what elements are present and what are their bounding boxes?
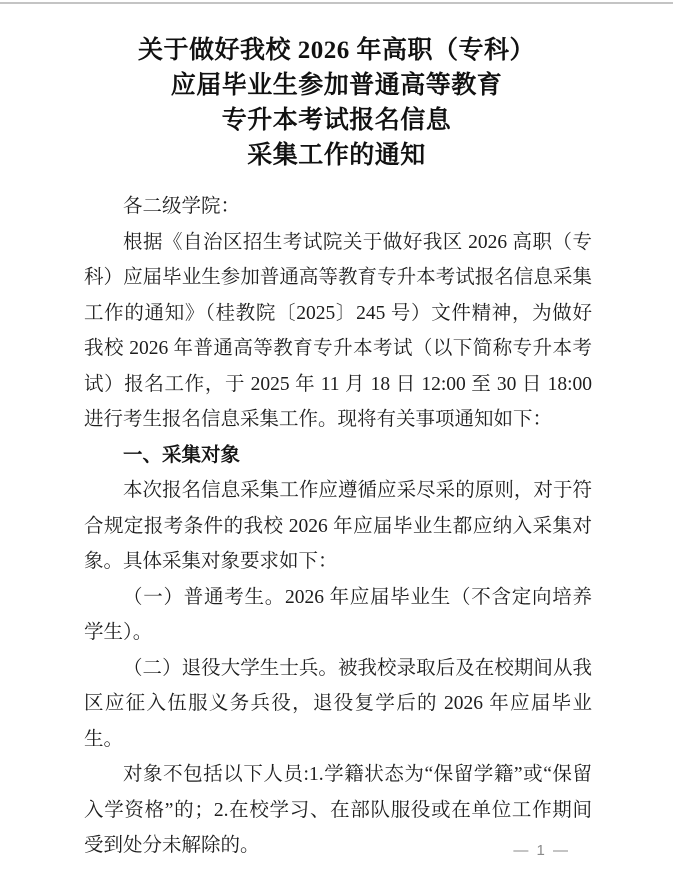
title-line-4: 采集工作的通知 — [247, 142, 426, 169]
list-item-2: （二）退役大学生士兵。被我校录取后及在校期间从我区应征入伍服义务兵役，退役复学后的 2026 年应届毕业生。 — [84, 657, 592, 750]
paragraph-principle: 本次报名信息采集工作应遵循应采尽采的原则，对于符合规定报考条件的我校 2026 年应届毕业生都应纳入采集对象。具体采集对象要求如下： — [84, 480, 592, 572]
paragraph-exclusions: 对象不包括以下人员:1.学籍状态为“保留学籍”或“保留入学资格”的；2.在校学习、在部队服役或在单位工作期间受到处分未解除的。 — [84, 764, 592, 856]
section-heading-1: 一、采集对象 — [123, 443, 241, 466]
document-title — [0, 0, 673, 173]
title-line-1: 关于做好我校 2026 年高职（专科） — [137, 37, 535, 64]
page-number: — 1 — — [513, 842, 570, 859]
document-body — [84, 189, 592, 864]
scan-edge-line — [0, 2, 673, 4]
salutation: 各二级学院： — [123, 196, 241, 217]
title-line-2: 应届毕业生参加普通高等教育 — [170, 72, 503, 99]
list-item-1: （一）普通考生。2026 年应届毕业生（不含定向培养学生）。 — [84, 586, 592, 643]
paragraph-intro: 根据《自治区招生考试院关于做好我区 2026 高职（专科）应届毕业生参加普通高等教育专升本考试报名信息采集工作的通知》（桂教院〔2025〕245 号）文件精神，为做好我校 2026 年普通高等教育专升本考试（以下简称专升本考试）报名工作，于 2025 年 11 月 18 日 12:00 至 30 日 18:00 进行考生报名信息采集工作。现将有关事项通知如下： — [84, 231, 592, 430]
title-line-3: 专升本考试报名信息 — [221, 107, 452, 134]
